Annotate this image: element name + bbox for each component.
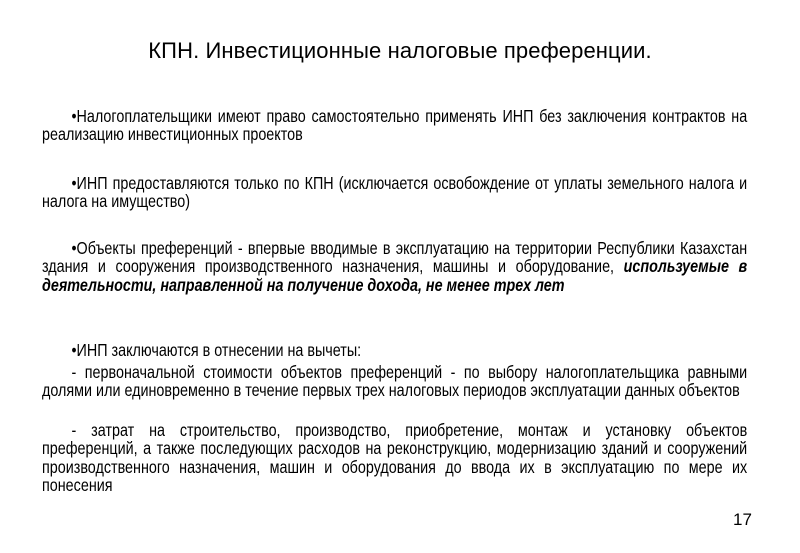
paragraph-text: Налогоплательщики имеют право самостоятельно применять ИНП без заключения контрактов на реализацию инвестиционных проектов — [42, 106, 748, 145]
sub-item-text: - затрат на строительство, производство, приобретение, монтаж и установку объектов преференций, а также последующих расходов на реконструкцию, модернизацию зданий и сооружений производственного назначения, машин и оборудования до ввода их в эксплуатацию по мере их понесения — [42, 420, 748, 495]
sub-item-1 — [42, 363, 747, 400]
sub-item-2 — [42, 421, 747, 494]
paragraph-text: ИНП заключаются в отнесении на вычеты: — [76, 340, 362, 360]
bullet-icon: • — [71, 106, 77, 126]
paragraph-text: Объекты преференций - впервые вводимые в эксплуатацию на территории Республики Казахстан здания и сооружения производственного назначения, машины и оборудование, — [42, 238, 748, 277]
bullet-paragraph-3 — [42, 239, 747, 294]
bullet-paragraph-4 — [42, 341, 747, 359]
paragraph-text: ИНП предоставляются только по КПН (исключается освобождение от уплаты земельного налога и налога на имущество) — [42, 173, 748, 212]
sub-item-text: - первоначальной стоимости объектов преференций - по выбору налогоплательщика равными долями или единовременно в течение первых трех налоговых периодов эксплуатации данных объектов — [42, 362, 748, 401]
page-number: 17 — [733, 510, 752, 529]
bullet-icon: • — [71, 173, 77, 193]
bullet-paragraph-1 — [42, 107, 747, 144]
slide-title: КПН. Инвестиционные налоговые преференции. — [148, 38, 652, 63]
bullet-icon: • — [71, 238, 77, 258]
emphasized-text: используемые в деятельности, направленной на получение дохода, не менее трех лет — [42, 256, 748, 295]
bullet-paragraph-2 — [42, 174, 747, 211]
bullet-icon: • — [71, 340, 77, 360]
